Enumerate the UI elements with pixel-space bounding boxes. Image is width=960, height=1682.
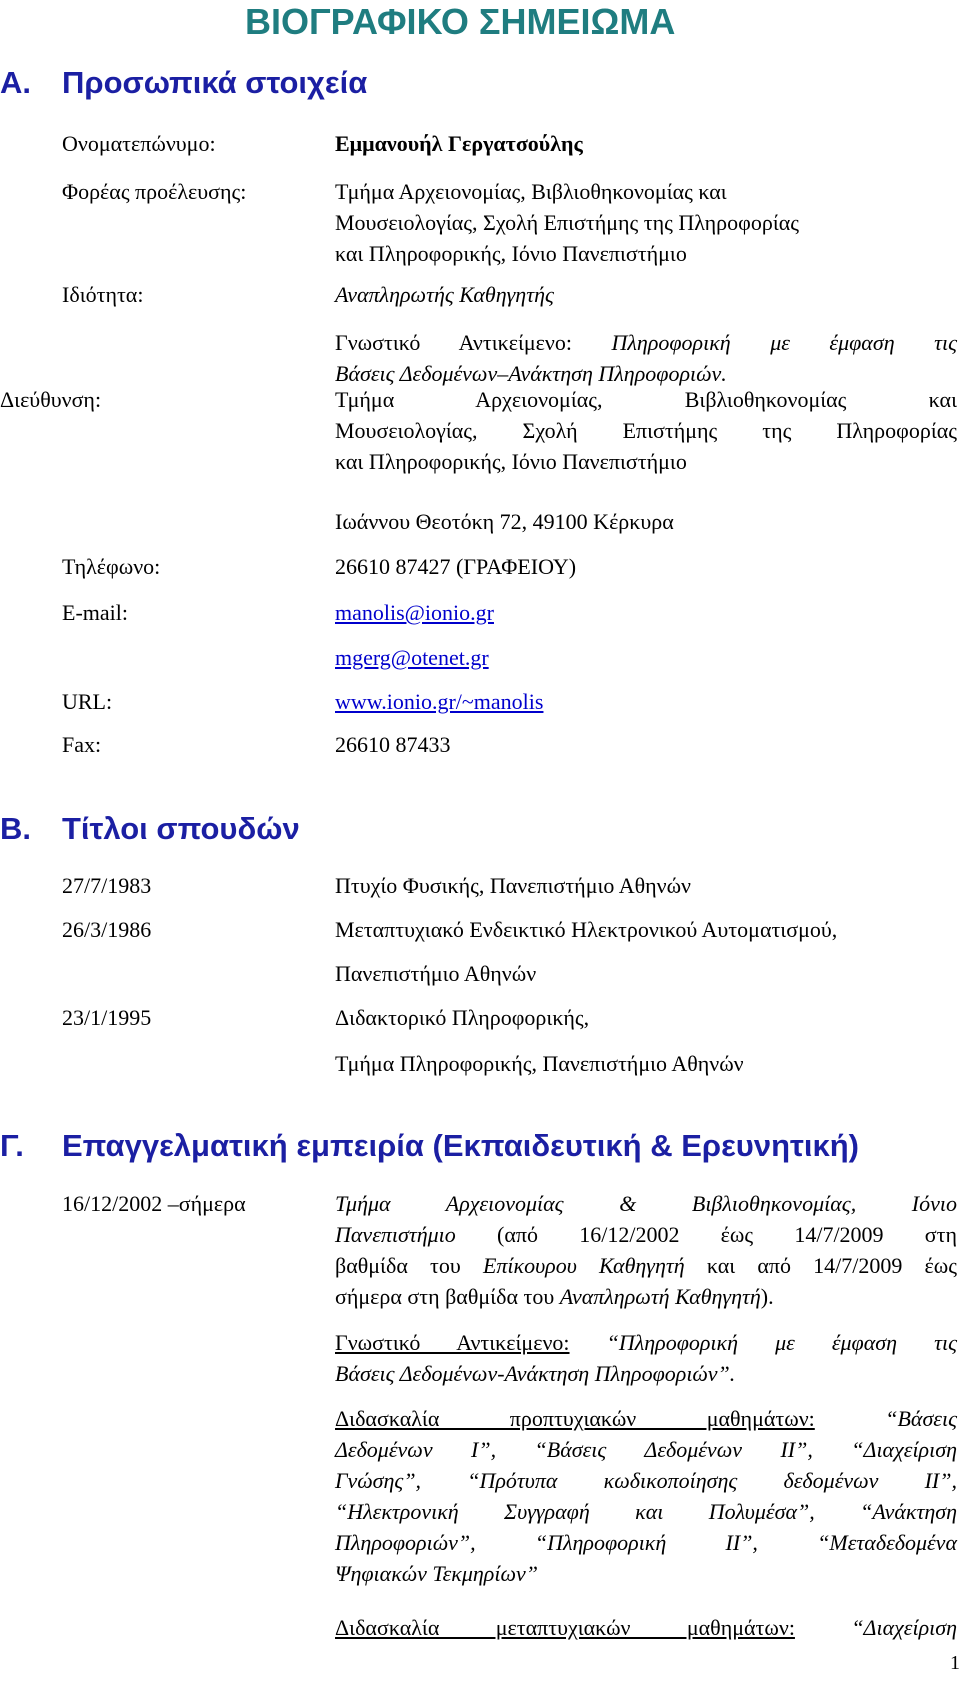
address-line-1: Τμήμα Αρχειονομίας, Βιβλιοθηκονομίας και	[335, 387, 957, 412]
experience-paragraph-1	[335, 1188, 957, 1312]
page-number: 1	[950, 1652, 960, 1674]
email-label: E-mail:	[62, 600, 128, 625]
degree-line: Διδακτορικό Πληροφορικής,	[335, 1005, 590, 1030]
degree-line: Πτυχίο Φυσικής, Πανεπιστήμιο Αθηνών	[335, 873, 691, 898]
affiliation-label: Φορέας προέλευσης:	[62, 179, 247, 204]
exp-p2-line-1: “Πληροφορική με έμφαση τις	[606, 1330, 958, 1355]
email-link-1[interactable]: manolis@ionio.gr	[335, 600, 494, 625]
name-label: Ονοματεπώνυμο:	[62, 131, 216, 156]
affiliation-line-3: και Πληροφορικής, Ιόνιο Πανεπιστήμιο	[335, 241, 687, 266]
exp-p4-line-1: “Διαχείριση	[851, 1615, 958, 1640]
exp-p2-label: Γνωστικό Αντικείμενο:	[335, 1330, 570, 1355]
exp-p1-line-3a: βαθμίδα του	[335, 1253, 483, 1278]
degree-line: Τμήμα Πληροφορικής, Πανεπιστήμιο Αθηνών	[335, 1051, 744, 1076]
exp-p3-line-1: “Βάσεις	[885, 1406, 958, 1431]
exp-p1-line-1: Τμήμα Αρχειονομίας & Βιβλιοθηκονομίας, Ιόνιο	[335, 1191, 957, 1216]
section-b-letter: Β.	[0, 811, 31, 846]
fax-label: Fax:	[62, 732, 102, 757]
exp-p1-line-4b: Αναπληρωτή Καθηγητή	[559, 1284, 761, 1309]
degree-date: 27/7/1983	[62, 873, 152, 898]
position-label: Ιδιότητα:	[62, 282, 144, 307]
experience-paragraph-2	[335, 1327, 957, 1389]
degree-line: Πανεπιστήμιο Αθηνών	[335, 961, 537, 986]
exp-p3-line-3: Γνώσης”, “Πρότυπα κωδικοποίησης δεδομένων ΙΙ”,	[335, 1468, 957, 1493]
exp-p4-label: Διδασκαλία μεταπτυχιακών μαθημάτων:	[335, 1615, 795, 1640]
field-line-2: Βάσεις Δεδομένων–Ανάκτηση Πληροφοριών.	[335, 361, 727, 386]
exp-p3-line-6: Ψηφιακών Τεκμηρίων”	[335, 1561, 539, 1586]
section-b-heading	[0, 809, 300, 849]
fax-value: 26610 87433	[335, 732, 451, 757]
exp-p3-line-4: “Ηλεκτρονική Συγγραφή και Πολυμέσα”, “Ανάκτηση	[335, 1499, 957, 1524]
phone-label: Τηλέφωνο:	[62, 554, 161, 579]
affiliation-line-1: Τμήμα Αρχειονομίας, Βιβλιοθηκονομίας και	[335, 179, 727, 204]
url-label: URL:	[62, 689, 113, 714]
email-link-2[interactable]: mgerg@otenet.gr	[335, 645, 489, 670]
exp-p1-line-4a: σήμερα στη βαθμίδα του	[335, 1284, 560, 1309]
section-a-letter: Α.	[0, 65, 31, 100]
street-address: Ιωάννου Θεοτόκη 72, 49100 Κέρκυρα	[335, 509, 674, 534]
section-c-letter: Γ.	[0, 1128, 24, 1163]
experience-paragraph-3	[335, 1403, 957, 1589]
exp-p3-line-5: Πληροφοριών”, “Πληροφορική ΙΙ”, “Μεταδεδομένα	[335, 1530, 957, 1555]
section-c-title: Επαγγελματική εμπειρία (Εκπαιδευτική & Ερευνητική)	[62, 1128, 859, 1163]
address-label: Διεύθυνση:	[0, 387, 102, 412]
exp-p1-line-3b: Επίκουρου Καθηγητή	[482, 1253, 685, 1278]
section-c-heading	[0, 1126, 859, 1166]
address-block	[335, 384, 957, 477]
position-value: Αναπληρωτής Καθηγητής	[335, 282, 554, 307]
phone-value: 26610 87427 (ΓΡΑΦΕΙΟΥ)	[335, 554, 577, 579]
degree-date: 23/1/1995	[62, 1005, 152, 1030]
exp-p1-line-2a: Πανεπιστήμιο	[335, 1222, 456, 1247]
section-b-title: Τίτλοι σπουδών	[62, 811, 300, 846]
experience-date: 16/12/2002 –σήμερα	[62, 1191, 246, 1216]
exp-p2-line-2: Βάσεις Δεδομένων-Ανάκτηση Πληροφοριών”.	[335, 1361, 736, 1386]
degree-date: 26/3/1986	[62, 917, 152, 942]
section-a-heading	[0, 63, 367, 103]
exp-p3-line-2: Δεδομένων Ι”, “Βάσεις Δεδομένων ΙΙ”, “Διαχείριση	[335, 1437, 957, 1462]
exp-p1-line-2b: (από 16/12/2002 έως 14/7/2009 στη	[455, 1222, 957, 1247]
url-link[interactable]: www.ionio.gr/~manolis	[335, 689, 544, 714]
address-line-3: και Πληροφορικής, Ιόνιο Πανεπιστήμιο	[335, 449, 687, 474]
address-line-2: Μουσειολογίας, Σχολή Επιστήμης της Πληροφορίας	[335, 418, 957, 443]
experience-paragraph-4	[335, 1612, 957, 1643]
exp-p1-line-4c: ).	[760, 1284, 774, 1309]
field-line-1: Πληροφορική με έμφαση τις	[611, 330, 958, 355]
affiliation-line-2: Μουσειολογίας, Σχολή Επιστήμης της Πληροφορίας	[335, 210, 799, 235]
section-a-title: Προσωπικά στοιχεία	[62, 65, 368, 100]
degree-line: Μεταπτυχιακό Ενδεικτικό Ηλεκτρονικού Αυτοματισμού,	[335, 917, 838, 942]
field-prefix: Γνωστικό Αντικείμενο:	[335, 330, 572, 355]
name-value: Εμμανουήλ Γεργατσούλης	[335, 131, 583, 156]
exp-p1-line-3c: και από 14/7/2009 έως	[684, 1253, 957, 1278]
exp-p3-label: Διδασκαλία προπτυχιακών μαθημάτων:	[335, 1406, 815, 1431]
document-title: ΒΙΟΓΡΑΦΙΚΟ ΣΗΜΕΙΩΜΑ	[245, 1, 676, 42]
field-block	[335, 327, 957, 389]
